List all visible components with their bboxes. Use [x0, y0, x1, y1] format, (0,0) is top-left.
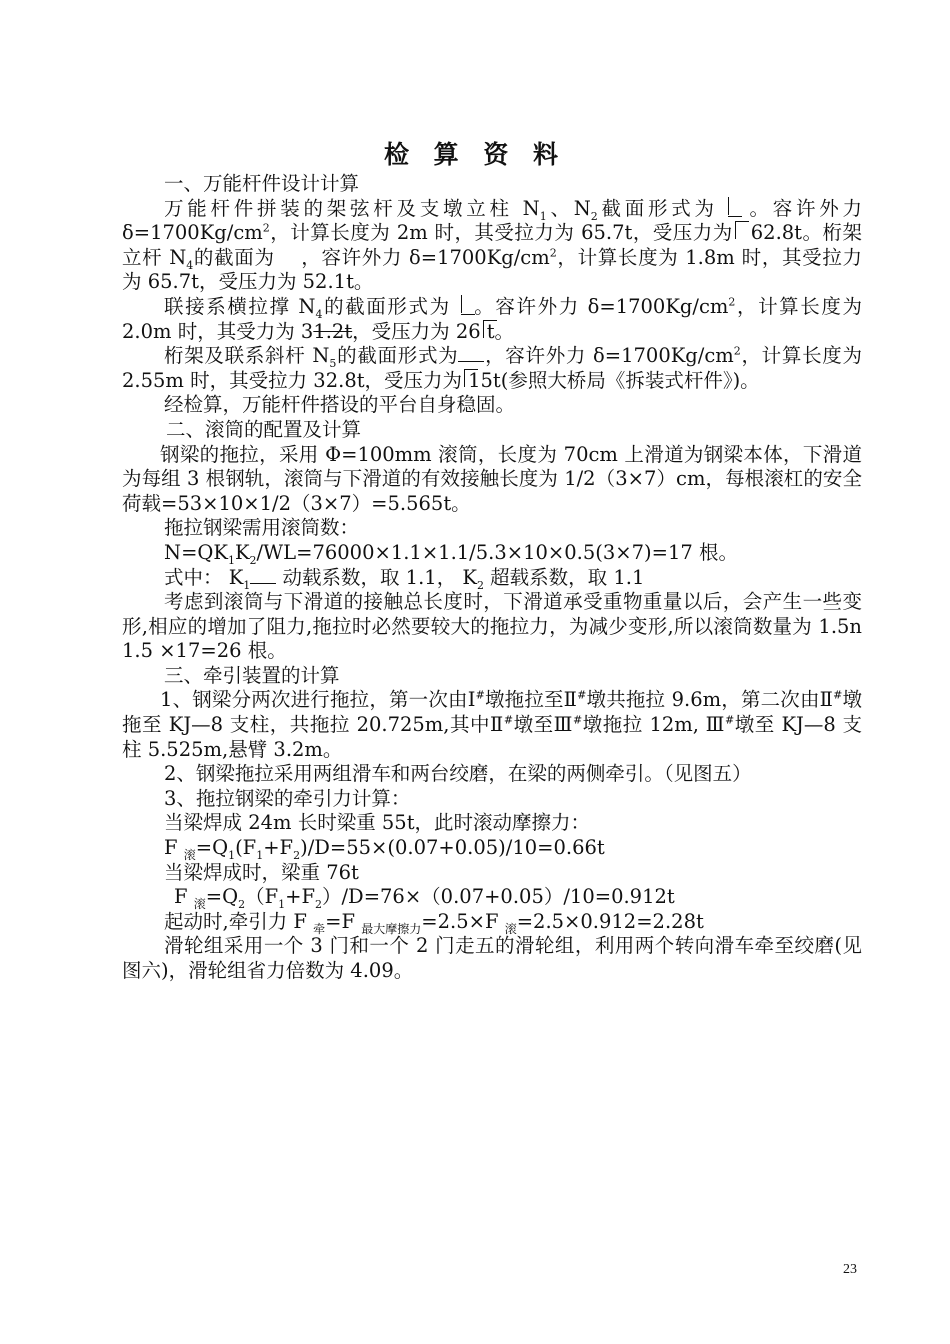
text: 动载系数，取 1.1， K: [282, 565, 477, 589]
subscript: 牵: [313, 921, 326, 936]
text: 超载系数，取 1.1: [490, 565, 645, 589]
paragraph-5: 钢梁的拖拉，采用 Φ=100mm 滚筒，长度为 70cm 上滑道为钢梁本体，下滑道为每组 3 根钢轨，滚筒与下滑道的有效接触长度为 1/2（3×7）cm，每根滚杠的安全荷载=53×10×1/2（3×7）=5.565t。: [122, 442, 862, 515]
text: ，容许外力 δ=1700Kg/cm: [484, 344, 734, 368]
subscript: 滚: [183, 847, 196, 862]
subscript: 2: [476, 578, 484, 592]
text: ，容许外力 δ=1700Kg/cm: [300, 245, 550, 269]
paragraph-10: [122, 688, 862, 762]
text: 墩至Ⅲ: [513, 713, 573, 737]
subscript: 滚: [504, 921, 517, 936]
text: )/D=55×(0.07+0.05)/10=0.66t: [300, 836, 605, 860]
subscript: 2: [249, 553, 257, 567]
text: 起动时,牵引力 F: [164, 909, 307, 933]
text: 的截面形式为: [336, 344, 459, 368]
text: 联接系横拉撑 N: [164, 294, 316, 318]
document-title: 检 算 资 料: [383, 140, 567, 169]
superscript: 2: [728, 295, 736, 309]
section-shape-icon: [462, 373, 468, 389]
text: /WL=76000×1.1×1.1/5.3×10×0.5(3×7)=17 根。: [256, 540, 738, 564]
text: +F: [285, 885, 315, 909]
superscript: #: [475, 688, 485, 702]
formula-rollers: [122, 541, 862, 566]
page-number: 23: [843, 1262, 857, 1277]
paragraph-1: [122, 197, 862, 295]
text: =Q: [205, 885, 239, 909]
paragraph-4: 经检算，万能杆件搭设的平台自身稳固。: [164, 393, 516, 417]
text: t。: [486, 319, 515, 343]
text: 式中： K: [164, 565, 244, 589]
superscript: #: [833, 688, 843, 702]
text: +F: [263, 836, 294, 860]
text: 15t(参照大桥局《拆装式杆件》)。: [468, 368, 760, 392]
text: 截面形式为: [597, 196, 718, 220]
text: ，计算长度为 2.55m 时，其受拉力 32.8t，受压力为: [122, 344, 863, 392]
text: 万能杆件拼装的架弦杆及支墩立柱 N: [164, 196, 540, 220]
text: (F: [235, 836, 257, 860]
paragraph-9: [122, 590, 862, 664]
superscript: #: [724, 713, 735, 727]
subscript: 1: [243, 578, 251, 592]
section-shape-icon: [451, 299, 473, 315]
section-2-heading: 二、滚筒的配置及计算: [166, 417, 362, 441]
superscript: 2: [262, 221, 270, 235]
struck-text: 1.2t: [313, 319, 353, 343]
text: N=QK: [164, 540, 228, 564]
subscript: 4: [315, 307, 323, 321]
paragraph-11: 2、钢梁拖拉采用两组滑车和两台绞磨，在梁的两侧牵引。（见图五）: [164, 762, 752, 786]
text: ）/D=76×（0.07+0.05）/10=0.912t: [321, 885, 675, 909]
subscript: 最大摩擦力: [361, 921, 422, 936]
superscript: #: [503, 713, 514, 727]
text: ，计算长度为 2.0m 时，其受力为 3: [122, 294, 862, 343]
subscript: 2: [293, 848, 301, 862]
text: F: [174, 885, 188, 909]
document-body: [122, 172, 862, 984]
superscript: #: [572, 713, 583, 727]
text: 。容许外力 δ=1700Kg/cm: [472, 294, 729, 318]
text: 考虑到滚筒与下滑道的接触总长度时，: [164, 590, 504, 614]
subscript: 2: [238, 898, 246, 912]
text: 。容许外力δ=1700Kg/cm: [122, 196, 862, 245]
text: 墩拖拉至Ⅱ: [484, 688, 578, 712]
text: F: [164, 836, 178, 860]
section-1-heading: [122, 172, 862, 197]
subscript: 1: [539, 209, 547, 223]
formula-legend: [122, 566, 862, 591]
text: ，计算长度为 2m 时，其受拉力为 65.7t，受压力为: [269, 221, 733, 245]
subscript: 1: [228, 848, 236, 862]
text: 墩拖拉 12m, Ⅲ: [582, 713, 725, 737]
blank-underline: [250, 573, 276, 584]
text: 墩共拖拉 9.6m，第二次由Ⅱ: [586, 688, 834, 712]
subscript: 1: [256, 848, 264, 862]
heading-text: 一、万能杆件设计计算: [164, 172, 360, 195]
paragraph-15: 当梁焊成时，梁重 76t: [164, 860, 359, 884]
text: =Q: [195, 836, 229, 860]
text: ，计算长度为 1.8m 时，其受拉力为 65.7t，受压力为 52.1t。: [122, 245, 862, 294]
text: =F: [325, 909, 356, 933]
formula-traction: [122, 910, 862, 935]
text: K: [234, 540, 250, 564]
text: 1、钢梁分两次进行拖拉，第一次由Ⅰ: [160, 688, 476, 712]
superscript: 2: [549, 246, 557, 260]
formula-friction-1: [122, 836, 862, 861]
text: 墩拖至 KJ—8 支柱，共拖拉 20.725m,其中Ⅱ: [122, 688, 862, 737]
subscript: 2: [314, 898, 322, 912]
blank-underline: [458, 351, 484, 362]
subscript: 1: [227, 553, 235, 567]
subscript: 5: [329, 357, 337, 371]
paragraph-2: [122, 295, 862, 344]
paragraph-18: 滑轮组采用一个 3 门和一个 2 门走五的滑轮组，利用两个转向滑车牵至绞磨(见图六)，滑轮组省力倍数为 4.09。: [122, 934, 862, 982]
text: 62.8t。桁架立杆 N: [122, 221, 862, 269]
paragraph-12: 3、拖拉钢梁的牵引力计算：: [164, 786, 411, 810]
section-shape-icon: [481, 324, 487, 340]
text: 桁架及联系斜杆 N: [164, 344, 330, 368]
text: 墩至 KJ—8 支柱 5.525m,悬臂 3.2m。: [122, 713, 862, 761]
subscript: 滚: [193, 897, 206, 912]
section-shape-icon: [718, 201, 746, 217]
text: 的截面形式为: [322, 294, 451, 318]
text: =2.5×F: [421, 909, 499, 933]
section-3-heading: 三、牵引装置的计算: [164, 663, 340, 687]
text: （F: [245, 885, 279, 909]
formula-friction-2: [122, 885, 862, 910]
paragraph-3: [122, 344, 862, 393]
subscript: 2: [590, 209, 598, 223]
section-shape-icon: [733, 225, 751, 241]
text: 、N: [546, 196, 591, 220]
text: ，受压力为 26: [352, 319, 481, 343]
text: 下滑道承受重物重量以后，会产生一些变形,相应的增加了阻力,拖拉时必然要较大的拖拉力，为减少变形,所以滚筒数量为 1.5n 1.5 ×17=26 根。: [122, 590, 862, 663]
text: 的截面为: [193, 245, 275, 269]
paragraph-6: 拖拉钢梁需用滚筒数：: [164, 516, 360, 540]
superscript: #: [577, 688, 587, 702]
subscript: 4: [186, 258, 194, 272]
superscript: 2: [733, 344, 741, 358]
subscript: 1: [278, 898, 286, 912]
paragraph-13: 当梁焊成 24m 长时梁重 55t，此时滚动摩擦力：: [164, 811, 591, 835]
text: =2.5×0.912=2.28t: [516, 909, 704, 933]
